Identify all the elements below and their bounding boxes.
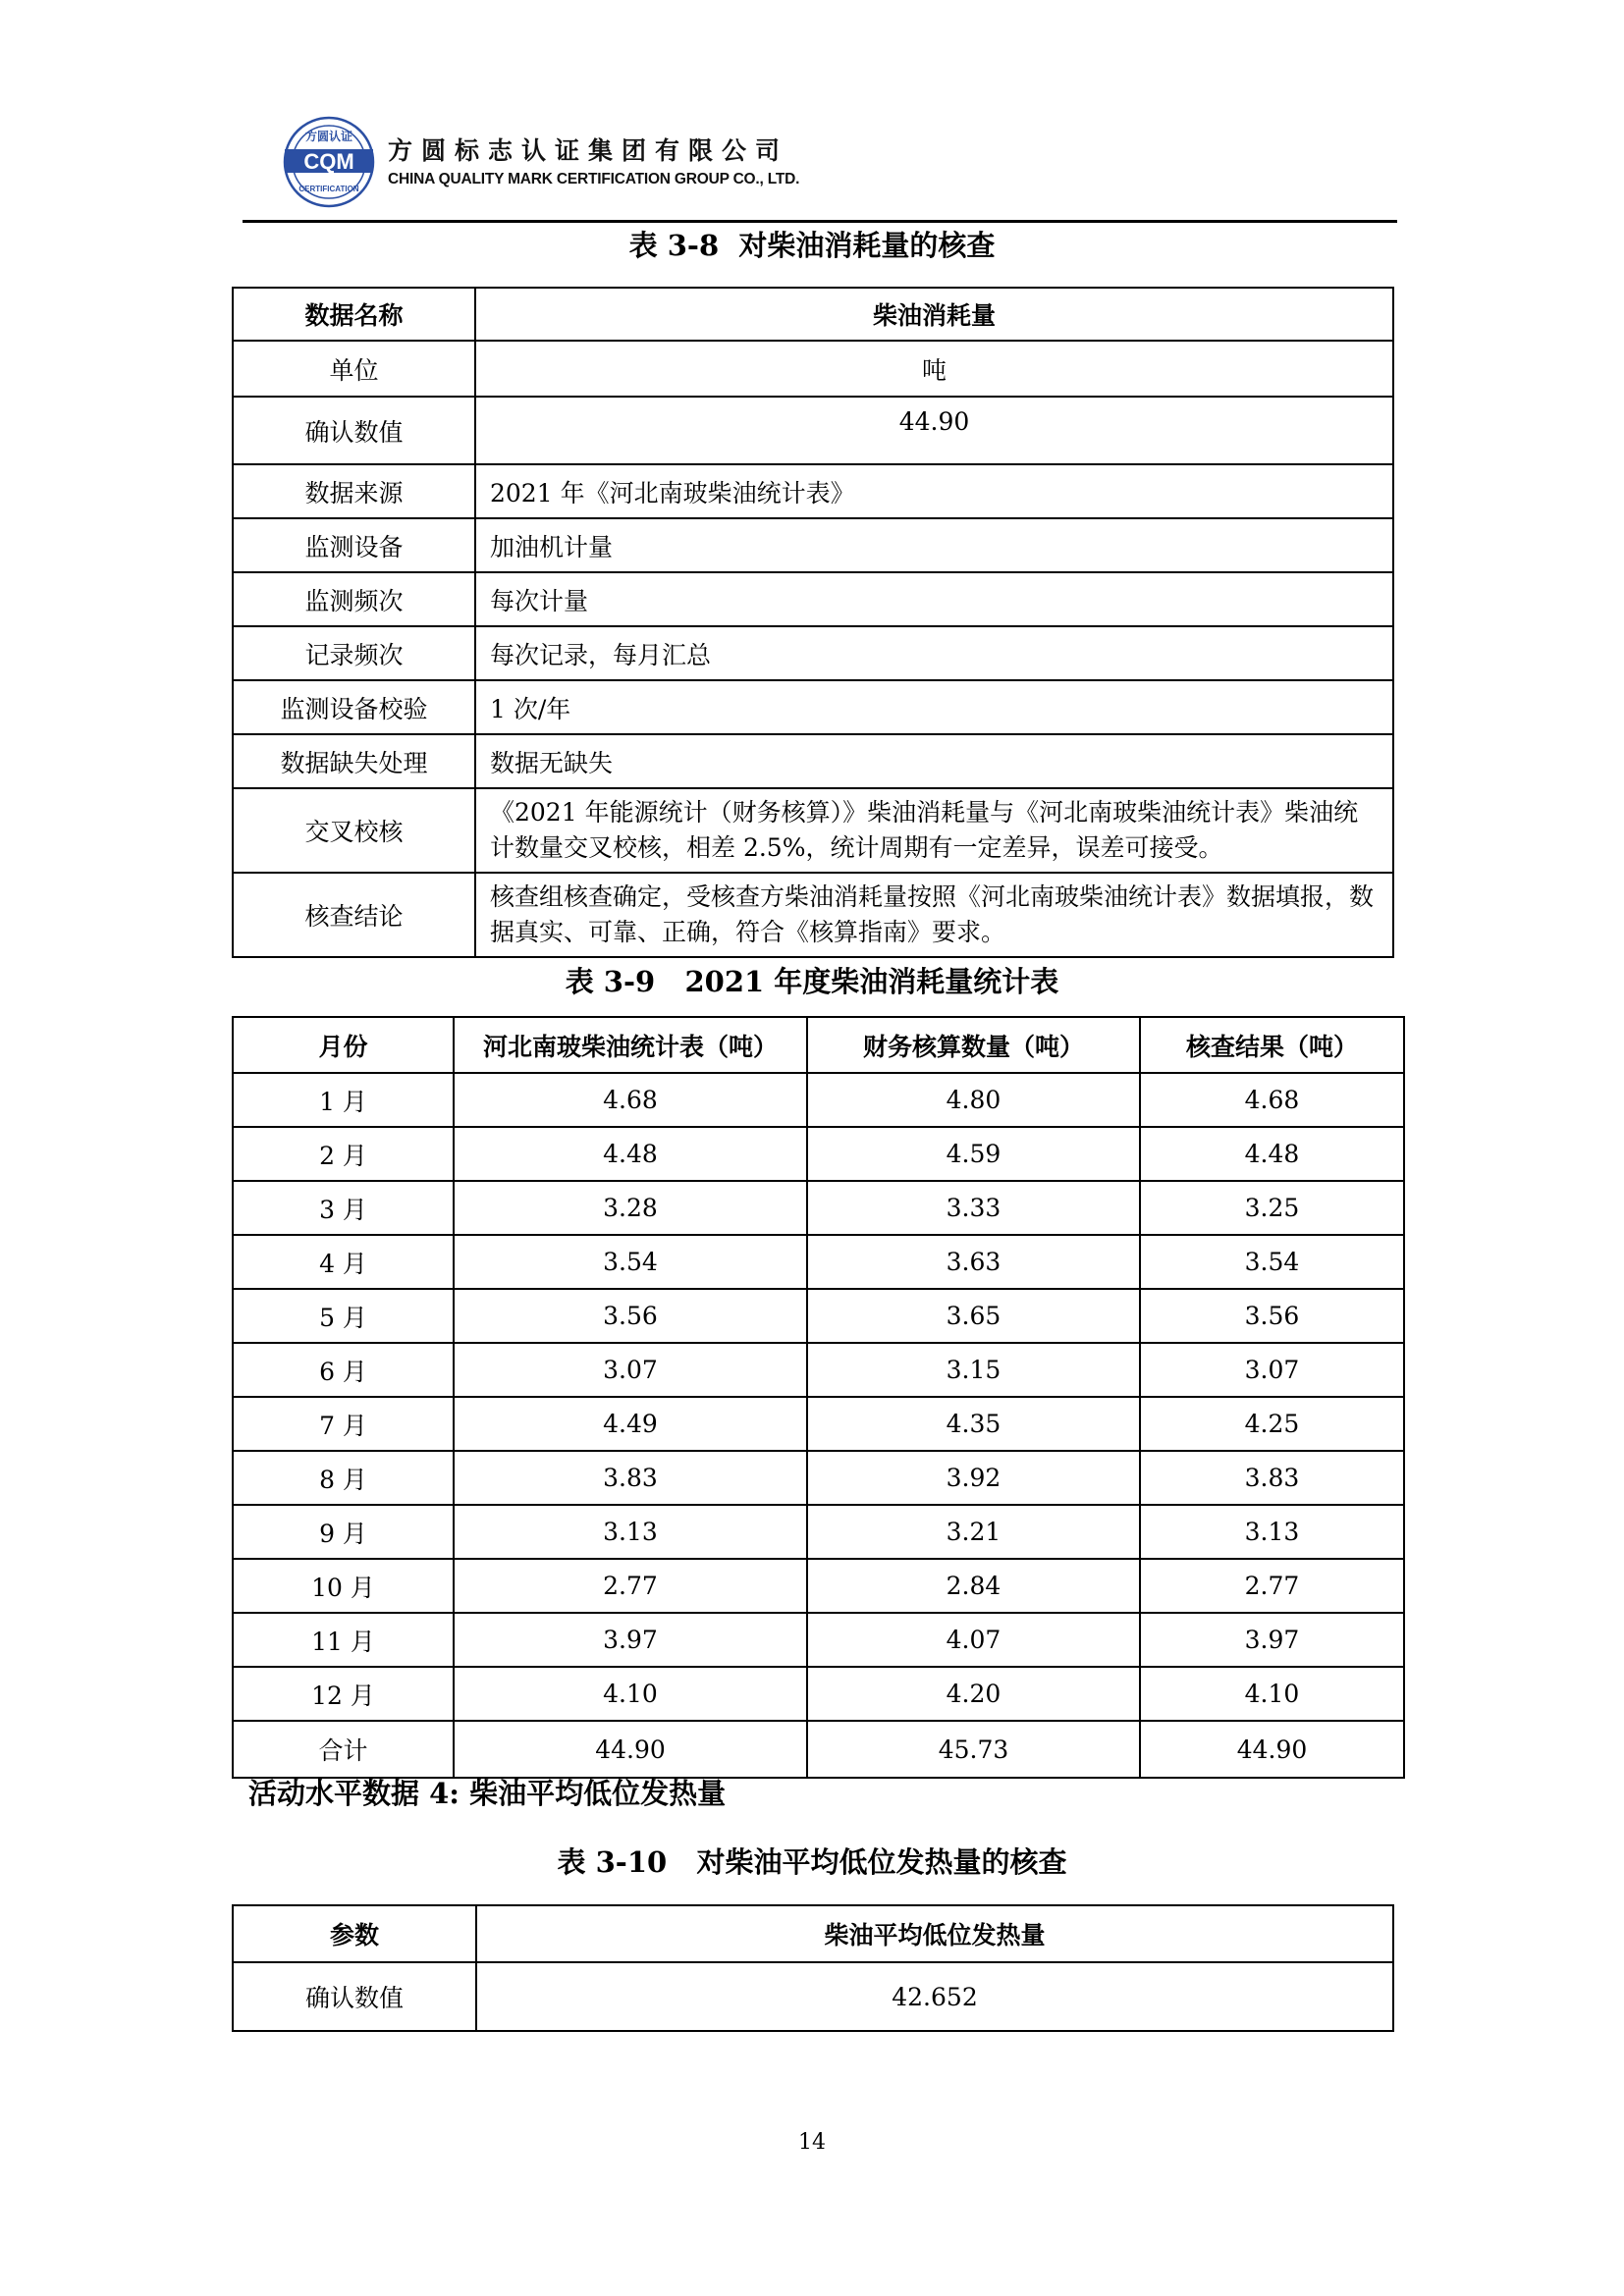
table-row: [233, 1667, 1404, 1721]
month-cell: 合计: [233, 1721, 454, 1778]
finance-value-cell: 4.07: [807, 1613, 1140, 1667]
row-value: 2021 年《河北南玻柴油统计表》: [475, 464, 1393, 518]
row-label: 记录频次: [233, 626, 475, 680]
header-cell-statistics: 河北南玻柴油统计表（吨）: [454, 1017, 807, 1073]
statistics-value-cell: 44.90: [454, 1721, 807, 1778]
row-value: 吨: [475, 341, 1393, 397]
cqm-logo-icon: [283, 116, 375, 208]
table-row: [233, 1962, 1393, 2031]
result-value-cell: 44.90: [1140, 1721, 1404, 1778]
table-row: [233, 1397, 1404, 1451]
table-row: [233, 680, 1393, 734]
statistics-value-cell: 4.68: [454, 1073, 807, 1127]
total-row: [233, 1721, 1404, 1778]
result-value-cell: 4.10: [1140, 1667, 1404, 1721]
month-cell: 12 月: [233, 1667, 454, 1721]
finance-value-cell: 3.21: [807, 1505, 1140, 1559]
result-value-cell: 4.68: [1140, 1073, 1404, 1127]
row-value: 每次记录，每月汇总: [475, 626, 1393, 680]
statistics-value-cell: 3.28: [454, 1181, 807, 1235]
finance-value-cell: 4.20: [807, 1667, 1140, 1721]
statistics-value-cell: 3.54: [454, 1235, 807, 1289]
row-label: 确认数值: [233, 1962, 476, 2031]
table-row: [233, 518, 1393, 572]
row-value: 44.90: [475, 397, 1393, 464]
result-value-cell: 3.97: [1140, 1613, 1404, 1667]
table-row: [233, 572, 1393, 626]
table-3-8: [232, 287, 1394, 958]
company-name-cn: 方圆标志认证集团有限公司: [388, 136, 789, 165]
statistics-value-cell: 4.49: [454, 1397, 807, 1451]
table-row: [233, 464, 1393, 518]
row-value: 42.652: [476, 1962, 1393, 2031]
finance-value-cell: 3.65: [807, 1289, 1140, 1343]
finance-value-cell: 2.84: [807, 1559, 1140, 1613]
row-value: 《2021 年能源统计（财务核算）》柴油消耗量与《河北南玻柴油统计表》柴油统计数量交叉校核，相差 2.5%，统计周期有一定差异，误差可接受。: [475, 788, 1393, 873]
result-value-cell: 4.48: [1140, 1127, 1404, 1181]
finance-value-cell: 3.92: [807, 1451, 1140, 1505]
svg-text:CERTIFICATION: CERTIFICATION: [298, 185, 359, 193]
month-cell: 5 月: [233, 1289, 454, 1343]
table-row: [233, 1613, 1404, 1667]
month-cell: 9 月: [233, 1505, 454, 1559]
row-label: 数据来源: [233, 464, 475, 518]
svg-text:CQM: CQM: [303, 149, 354, 174]
table-row: [233, 1235, 1404, 1289]
table-3-10-caption: 表 3-10 对柴油平均低位发热量的核查: [557, 1845, 1067, 1879]
row-value: 1 次/年: [475, 680, 1393, 734]
section-heading: 活动水平数据 4: 柴油平均低位发热量: [248, 1777, 727, 1810]
result-value-cell: 3.25: [1140, 1181, 1404, 1235]
header-cell-month: 月份: [233, 1017, 454, 1073]
finance-value-cell: 4.80: [807, 1073, 1140, 1127]
month-cell: 3 月: [233, 1181, 454, 1235]
table-row: [233, 1505, 1404, 1559]
table-row: [233, 1073, 1404, 1127]
row-label: 数据缺失处理: [233, 734, 475, 788]
statistics-value-cell: 3.56: [454, 1289, 807, 1343]
header-cell: 数据名称: [233, 288, 475, 341]
header-cell-finance: 财务核算数量（吨）: [807, 1017, 1140, 1073]
finance-value-cell: 45.73: [807, 1721, 1140, 1778]
statistics-value-cell: 3.83: [454, 1451, 807, 1505]
row-value: 数据无缺失: [475, 734, 1393, 788]
statistics-value-cell: 3.97: [454, 1613, 807, 1667]
table-row: [233, 397, 1393, 464]
month-cell: 6 月: [233, 1343, 454, 1397]
table-body: [233, 1073, 1404, 1778]
header-divider: [243, 220, 1397, 223]
month-cell: 11 月: [233, 1613, 454, 1667]
table-row: [233, 788, 1393, 873]
statistics-value-cell: 3.07: [454, 1343, 807, 1397]
finance-value-cell: 4.59: [807, 1127, 1140, 1181]
result-value-cell: 3.83: [1140, 1451, 1404, 1505]
result-value-cell: 3.54: [1140, 1235, 1404, 1289]
row-label: 交叉校核: [233, 788, 475, 873]
table-row: [233, 1559, 1404, 1613]
table-row: [233, 1451, 1404, 1505]
header-cell: 参数: [233, 1905, 476, 1962]
table-3-10: [232, 1904, 1394, 2032]
finance-value-cell: 3.15: [807, 1343, 1140, 1397]
svg-text:方圆认证: 方圆认证: [304, 130, 353, 143]
row-label: 确认数值: [233, 397, 475, 464]
company-name-en: CHINA QUALITY MARK CERTIFICATION GROUP CO., LTD.: [388, 171, 800, 187]
result-value-cell: 3.13: [1140, 1505, 1404, 1559]
header-cell: 柴油消耗量: [475, 288, 1393, 341]
table-row: [233, 1343, 1404, 1397]
table-row: [233, 1127, 1404, 1181]
table-header-row: [233, 288, 1393, 341]
statistics-value-cell: 4.10: [454, 1667, 807, 1721]
row-label: 监测设备: [233, 518, 475, 572]
statistics-value-cell: 4.48: [454, 1127, 807, 1181]
page-number: 14: [798, 2130, 826, 2155]
month-cell: 8 月: [233, 1451, 454, 1505]
month-cell: 1 月: [233, 1073, 454, 1127]
row-label: 监测设备校验: [233, 680, 475, 734]
row-value: 加油机计量: [475, 518, 1393, 572]
table-row: [233, 626, 1393, 680]
row-value: 核查组核查确定，受核查方柴油消耗量按照《河北南玻柴油统计表》数据填报，数据真实、可靠、正确，符合《核算指南》要求。: [475, 873, 1393, 957]
table-row: [233, 873, 1393, 957]
row-label: 单位: [233, 341, 475, 397]
result-value-cell: 2.77: [1140, 1559, 1404, 1613]
row-value: 每次计量: [475, 572, 1393, 626]
table-row: [233, 734, 1393, 788]
row-label: 核查结论: [233, 873, 475, 957]
finance-value-cell: 4.35: [807, 1397, 1140, 1451]
month-cell: 4 月: [233, 1235, 454, 1289]
table-header-row: [233, 1905, 1393, 1962]
finance-value-cell: 3.33: [807, 1181, 1140, 1235]
result-value-cell: 4.25: [1140, 1397, 1404, 1451]
table-row: [233, 1289, 1404, 1343]
result-value-cell: 3.56: [1140, 1289, 1404, 1343]
table-row: [233, 1181, 1404, 1235]
table-3-9-caption: 表 3-9 2021 年度柴油消耗量统计表: [565, 965, 1059, 998]
table-header-row: [233, 1017, 1404, 1073]
statistics-value-cell: 3.13: [454, 1505, 807, 1559]
row-label: 监测频次: [233, 572, 475, 626]
page-header: [283, 116, 892, 209]
month-cell: 10 月: [233, 1559, 454, 1613]
table-row: [233, 341, 1393, 397]
month-cell: 2 月: [233, 1127, 454, 1181]
table-3-8-caption: 表 3-8 对柴油消耗量的核查: [628, 229, 996, 262]
header-cell: 柴油平均低位发热量: [476, 1905, 1393, 1962]
statistics-value-cell: 2.77: [454, 1559, 807, 1613]
header-cell-result: 核查结果（吨）: [1140, 1017, 1404, 1073]
result-value-cell: 3.07: [1140, 1343, 1404, 1397]
finance-value-cell: 3.63: [807, 1235, 1140, 1289]
month-cell: 7 月: [233, 1397, 454, 1451]
table-3-9: [232, 1016, 1405, 1779]
